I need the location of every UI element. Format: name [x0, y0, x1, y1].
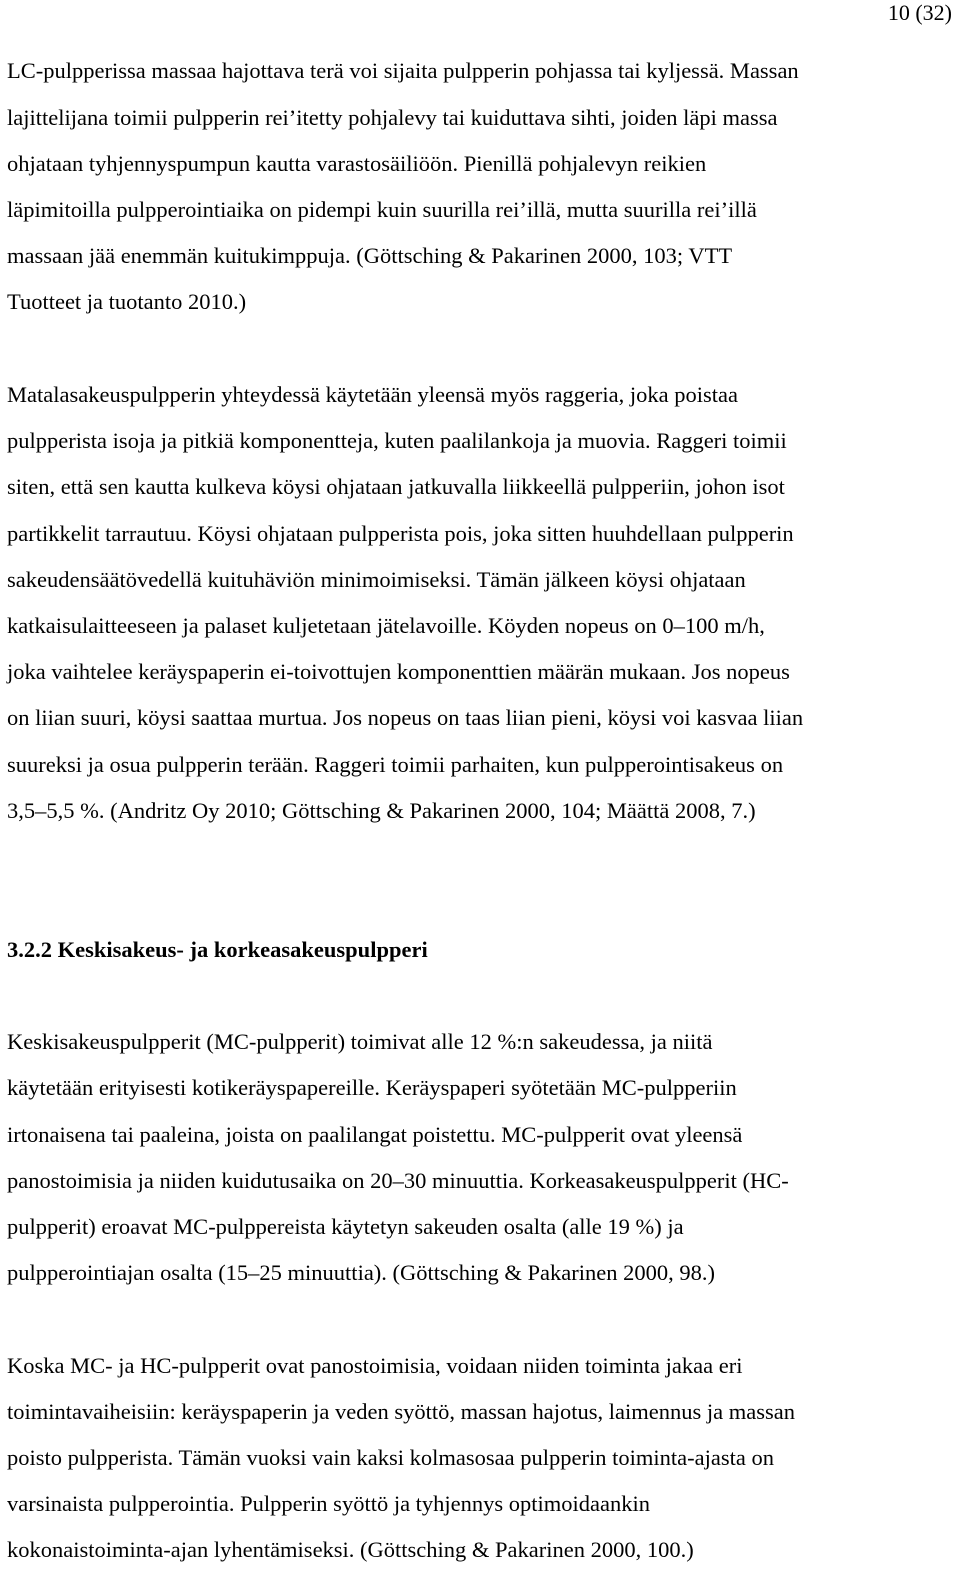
text-line: joka vaihtelee keräyspaperin ei-toivottujen komponenttien määrän mukaan. Jos nopeus	[7, 659, 790, 684]
text-line: pulpperit) eroavat MC-pulppereista käytetyn sakeuden osalta (alle 19 %) ja	[7, 1214, 684, 1239]
text-line: Koska MC- ja HC-pulpperit ovat panostoimisia, voidaan niiden toiminta jakaa eri	[7, 1353, 743, 1378]
text-line: massaan jää enemmän kuitukimppuja. (Göttsching & Pakarinen 2000, 103; VTT	[7, 243, 733, 268]
text-line: läpimitoilla pulpperointiaika on pidempi kuin suurilla rei’illä, mutta suurilla rei’illä	[7, 197, 757, 222]
text-line: partikkelit tarrautuu. Köysi ohjataan pulpperista pois, joka sitten huuhdellaan pulpperin	[7, 521, 794, 546]
text-line: suureksi ja osua pulpperin terään. Raggeri toimii parhaiten, kun pulpperointisakeus on	[7, 752, 784, 777]
text-line: toimintavaiheisiin: keräyspaperin ja veden syöttö, massan hajotus, laimennus ja massan	[7, 1399, 795, 1424]
text-line: kokonaistoiminta-ajan lyhentämiseksi. (Göttsching & Pakarinen 2000, 100.)	[7, 1537, 694, 1562]
text-line: ohjataan tyhjennyspumpun kautta varastosäiliöön. Pienillä pohjalevyn reikien	[7, 151, 707, 176]
text-line: käytetään erityisesti kotikeräyspapereille. Keräyspaperi syötetään MC-pulpperiin	[7, 1075, 737, 1100]
text-line: Keskisakeuspulpperit (MC-pulpperit) toimivat alle 12 %:n sakeudessa, ja niitä	[7, 1029, 713, 1054]
text-line: 3,5–5,5 %. (Andritz Oy 2010; Göttsching & Pakarinen 2000, 104; Määttä 2008, 7.)	[7, 798, 756, 823]
text-line: pulpperista isoja ja pitkiä komponentteja, kuten paalilankoja ja muovia. Raggeri toimii	[7, 428, 787, 453]
text-line: pulpperointiajan osalta (15–25 minuuttia). (Göttsching & Pakarinen 2000, 98.)	[7, 1260, 715, 1285]
text-line: on liian suuri, köysi saattaa murtua. Jos nopeus on taas liian pieni, köysi voi kasvaa liian	[7, 705, 804, 730]
text-line: siten, että sen kautta kulkeva köysi ohjataan jatkuvalla liikkeellä pulpperiin, johon isot	[7, 474, 785, 499]
text-line: irtonaisena tai paaleina, joista on paalilangat poistettu. MC-pulpperit ovat yleensä	[7, 1122, 743, 1147]
text-line: poisto pulpperista. Tämän vuoksi vain kaksi kolmasosaa pulpperin toiminta-ajasta on	[7, 1445, 774, 1470]
text-line: varsinaista pulpperointia. Pulpperin syöttö ja tyhjennys optimoidaankin	[7, 1491, 651, 1516]
text-line: LC-pulpperissa massaa hajottava terä voi sijaita pulpperin pohjassa tai kyljessä. Massan	[7, 58, 799, 83]
text-line: Matalasakeuspulpperin yhteydessä käytetään yleensä myös raggeria, joka poistaa	[7, 382, 738, 407]
page-number: 10 (32)	[887, 0, 952, 25]
text-line: lajittelijana toimii pulpperin rei’itetty pohjalevy tai kuiduttava sihti, joiden läpi massa	[7, 105, 778, 130]
text-line: katkaisulaitteeseen ja palaset kuljetetaan jätelavoille. Köyden nopeus on 0–100 m/h,	[7, 613, 765, 638]
text-line: Tuotteet ja tuotanto 2010.)	[7, 289, 247, 314]
text-line: sakeudensäätövedellä kuituhäviön minimoimiseksi. Tämän jälkeen köysi ohjataan	[7, 567, 746, 592]
text-line: panostoimisia ja niiden kuidutusaika on 20–30 minuuttia. Korkeasakeuspulpperit (HC-	[7, 1168, 789, 1193]
section-heading: 3.2.2 Keskisakeus- ja korkeasakeuspulpperi	[7, 937, 428, 962]
